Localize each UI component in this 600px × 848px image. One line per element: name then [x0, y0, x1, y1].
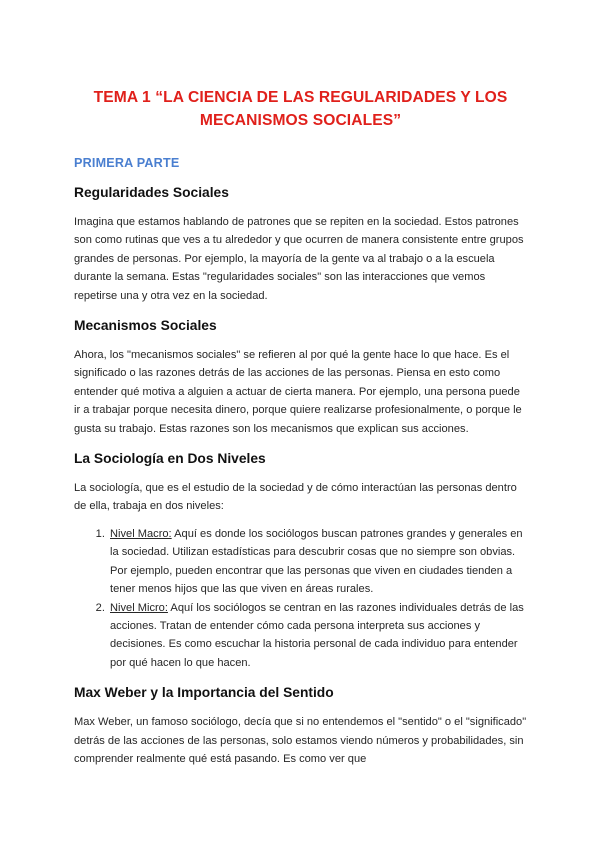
section-heading-niveles: La Sociología en Dos Niveles [74, 451, 266, 467]
title-line-2: MECANISMOS SOCIALES” [199, 112, 402, 129]
levels-list [74, 525, 527, 672]
part-heading: PRIMERA PARTE [74, 156, 180, 170]
nivel-macro-text: Aquí es donde los sociólogos buscan patrones grandes y generales en la sociedad. Utilizan estadísticas para descubrir cosas que no siempre son obvias. Por ejemplo, pueden encontrar que las personas que viven en ciudades tienden a tener menos hijos que las que viven en áreas rurales. [110, 527, 523, 596]
list-item-nivel-macro [108, 525, 527, 599]
title-line-1: TEMA 1 “LA CIENCIA DE LAS REGULARIDADES Y LOS [93, 89, 508, 106]
section-text-weber: Max Weber, un famoso sociólogo, decía que si no entendemos el "sentido" o el "significado" detrás de las acciones de las personas, solo estamos viendo números y probabilidades, sin comprender realmente qué está pasando. Es como ver que [74, 716, 527, 765]
section-text-mecanismos: Ahora, los "mecanismos sociales" se refieren al por qué la gente hace lo que hace. Es el significado o las razones detrás de las acciones de las personas. Piensa en esto como entender qué motiva a alguien a actuar de cierta manera. Por ejemplo, una persona puede ir a trabajar porque necesita dinero, porque quiere realizarse profesionalmente, o porque le gusta su trabajo. Estas razones son los mecanismos que explican sus acciones. [74, 349, 522, 435]
nivel-macro-label: Nivel Macro: [110, 527, 172, 540]
section-text-niveles: La sociología, que es el estudio de la sociedad y de cómo interactúan las personas dentro de ella, trabaja en dos niveles: [74, 482, 517, 513]
document-title [74, 86, 527, 132]
list-item-nivel-micro [108, 599, 527, 673]
nivel-micro-text: Aquí los sociólogos se centran en las razones individuales detrás de las acciones. Tratan de entender cómo cada persona interpreta sus acciones y decisiones. Es como escuchar la historia personal de cada individuo para entender por qué hacen lo que hacen. [110, 601, 524, 669]
section-heading-regularidades: Regularidades Sociales [74, 185, 229, 200]
section-heading-weber: Max Weber y la Importancia del Sentido [74, 685, 334, 701]
section-heading-mecanismos: Mecanismos Sociales [74, 318, 217, 334]
nivel-micro-label: Nivel Micro: [110, 601, 168, 614]
section-text-regularidades: Imagina que estamos hablando de patrones que se repiten en la sociedad. Estos patrones son como rutinas que ves a tu alrededor y que ocurren de manera consistente entre grupos grandes de personas. Por ejemplo, la mayoría de la gente va al trabajo o a la escuela durante la semana. Estas "regularidades sociales" son las interacciones que vemos repetirse una y otra vez en la sociedad. [74, 216, 524, 302]
